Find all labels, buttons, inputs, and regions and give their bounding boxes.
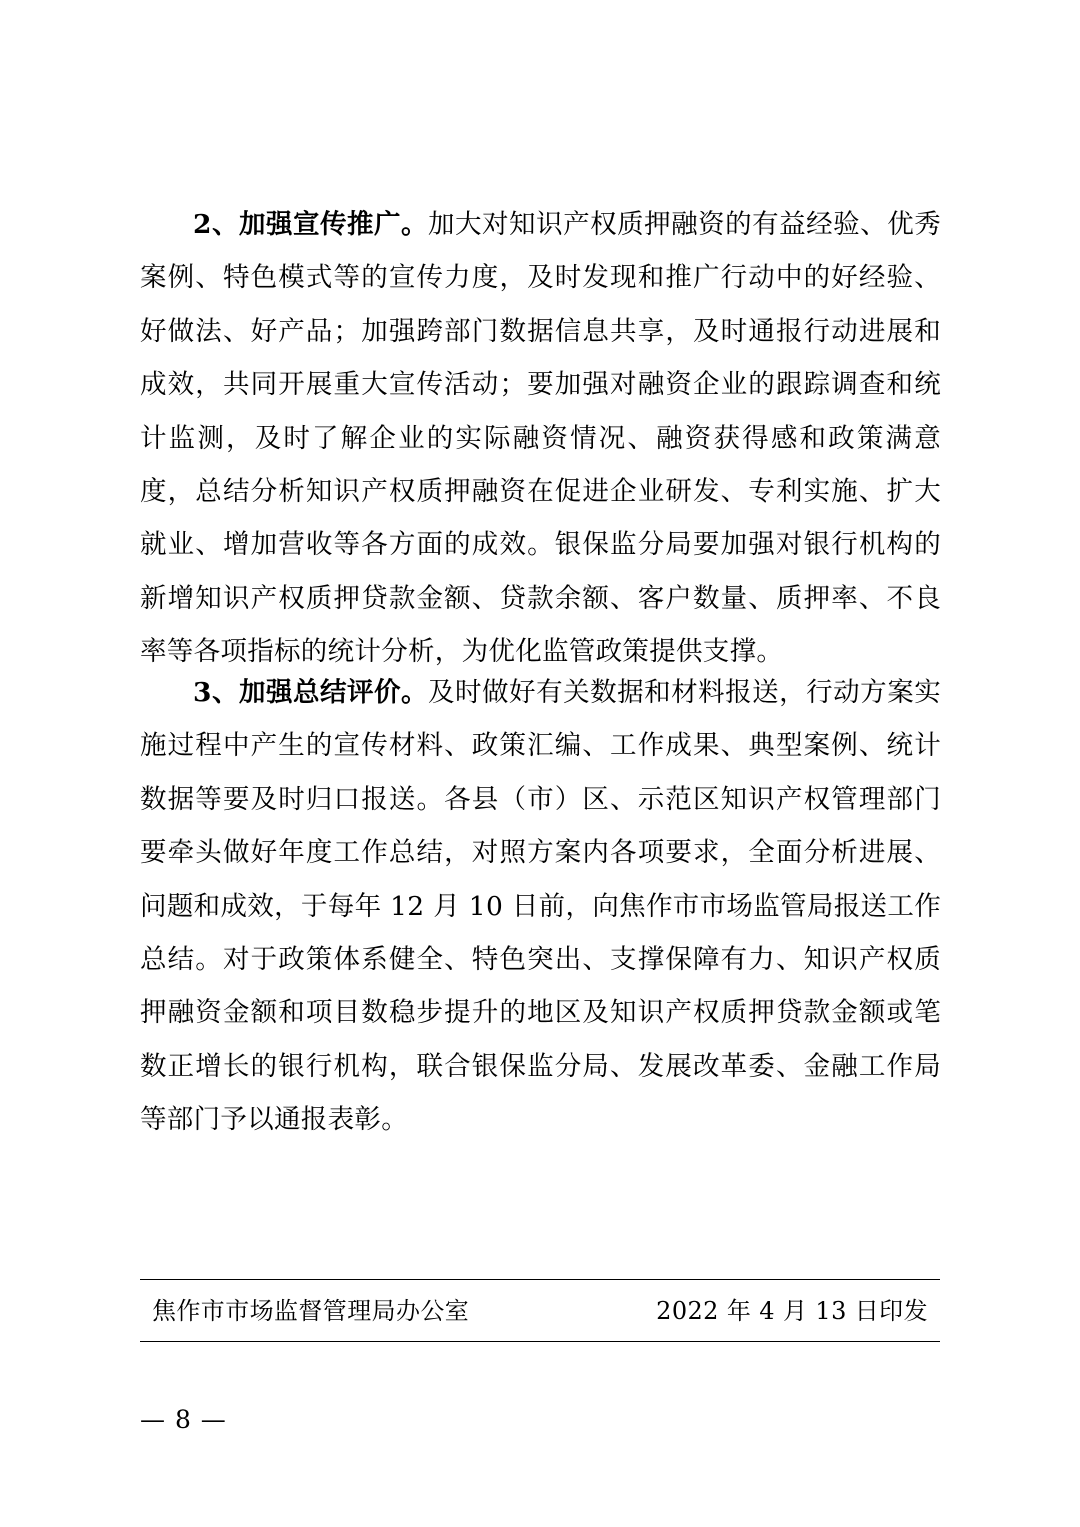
section-3-heading: 3、加强总结评价。 [193,677,429,708]
section-2-paragraph [140,198,941,679]
section-2-heading: 2、加强宣传推广。 [193,209,429,240]
footer-print-date: 2022 年 4 月 13 日印发 [656,1297,928,1325]
footer-top-rule [140,1279,940,1280]
footer-imprint [140,1286,940,1336]
section-3-body: 及时做好有关数据和材料报送，行动方案实施过程中产生的宣传材料、政策汇编、工作成果、典型案例、统计数据等要及时归口报送。各县（市）区、示范区知识产权管理部门要牵头做好年度工作总结，对照方案内各项要求，全面分析进展、问题和成效，于每年 12 月 10 日前，向焦作市市场监管局报送工作总结。对于政策体系健全、特色突出、支撑保障有力、知识产权质押融资金额和项目数稳步提升的地区及知识产权质押贷款金额或笔数正增长的银行机构，联合银保监分局、发展改革委、金融工作局等部门予以通报表彰。 [140,677,942,1136]
footer-bottom-rule [140,1341,940,1342]
section-2-body: 加大对知识产权质押融资的有益经验、优秀案例、特色模式等的宣传力度，及时发现和推广行动中的好经验、好做法、好产品；加强跨部门数据信息共享，及时通报行动进展和成效，共同开展重大宣传活动；要加强对融资企业的跟踪调查和统计监测，及时了解企业的实际融资情况、融资获得感和政策满意度，总结分析知识产权质押融资在促进企业研发、专利实施、扩大就业、增加营收等各方面的成效。银保监分局要加强对银行机构的新增知识产权质押贷款金额、贷款余额、客户数量、质押率、不良率等各项指标的统计分析，为优化监管政策提供支撑。 [140,209,942,668]
section-3-paragraph [140,666,941,1147]
page-number: — 8 — [140,1405,227,1434]
footer-issuer: 焦作市市场监督管理局办公室 [152,1297,470,1325]
